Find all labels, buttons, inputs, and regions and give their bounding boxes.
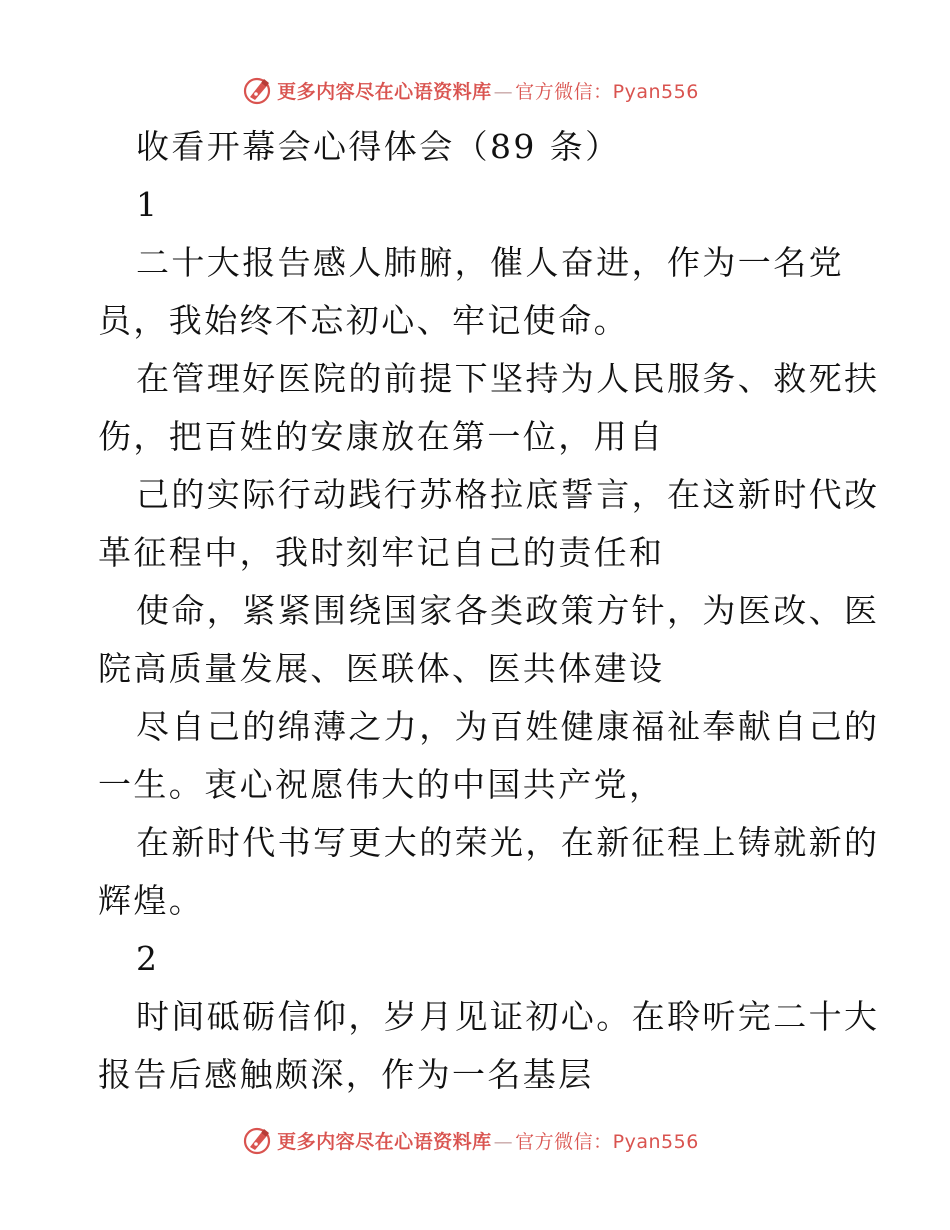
paragraph-line: 时间砥砺信仰，岁月见证初心。在聆听完二十大 xyxy=(136,997,880,1036)
pen-nib-icon xyxy=(241,74,273,106)
section-number: 1 xyxy=(136,185,160,224)
paragraph-line: 院高质量发展、医联体、医共体建设 xyxy=(98,649,665,688)
paragraph-line: 在管理好医院的前提下坚持为人民服务、救死扶 xyxy=(136,359,880,398)
paragraph-line: 革征程中，我时刻牢记自己的责任和 xyxy=(98,533,665,572)
section-number: 2 xyxy=(136,939,160,978)
pen-nib-icon xyxy=(241,1124,273,1156)
paragraph-line: 员，我始终不忘初心、牢记使命。 xyxy=(98,301,629,340)
watermark-group xyxy=(241,74,699,106)
paragraph-line: 使命，紧紧围绕国家各类政策方针，为医改、医 xyxy=(136,591,880,630)
paragraph-line: 己的实际行动践行苏格拉底誓言，在这新时代改 xyxy=(136,475,880,514)
paragraph-line: 辉煌。 xyxy=(98,881,205,920)
paragraph-line: 一生。衷心祝愿伟大的中国共产党， xyxy=(98,765,665,804)
watermark-group xyxy=(241,1124,699,1156)
header-watermark xyxy=(0,72,950,108)
paragraph-line: 尽自己的绵薄之力，为百姓健康福祉奉献自己的 xyxy=(136,707,880,746)
paragraph-line: 在新时代书写更大的荣光，在新征程上铸就新的 xyxy=(136,823,880,862)
footer-watermark xyxy=(0,1122,950,1158)
paragraph-line: 报告后感触颇深，作为一名基层 xyxy=(98,1055,594,1094)
paragraph-line: 伤，把百姓的安康放在第一位，用自 xyxy=(98,417,665,456)
document-title: 收看开幕会心得体会（89 条） xyxy=(136,127,621,166)
paragraph-line: 二十大报告感人肺腑，催人奋进，作为一名党 xyxy=(136,243,844,282)
watermark-text: 更多内容尽在心语资料库 — 官方微信：Pyan556 xyxy=(277,80,699,103)
watermark-text: 更多内容尽在心语资料库 — 官方微信：Pyan556 xyxy=(277,1130,699,1153)
document-body xyxy=(98,118,880,1104)
